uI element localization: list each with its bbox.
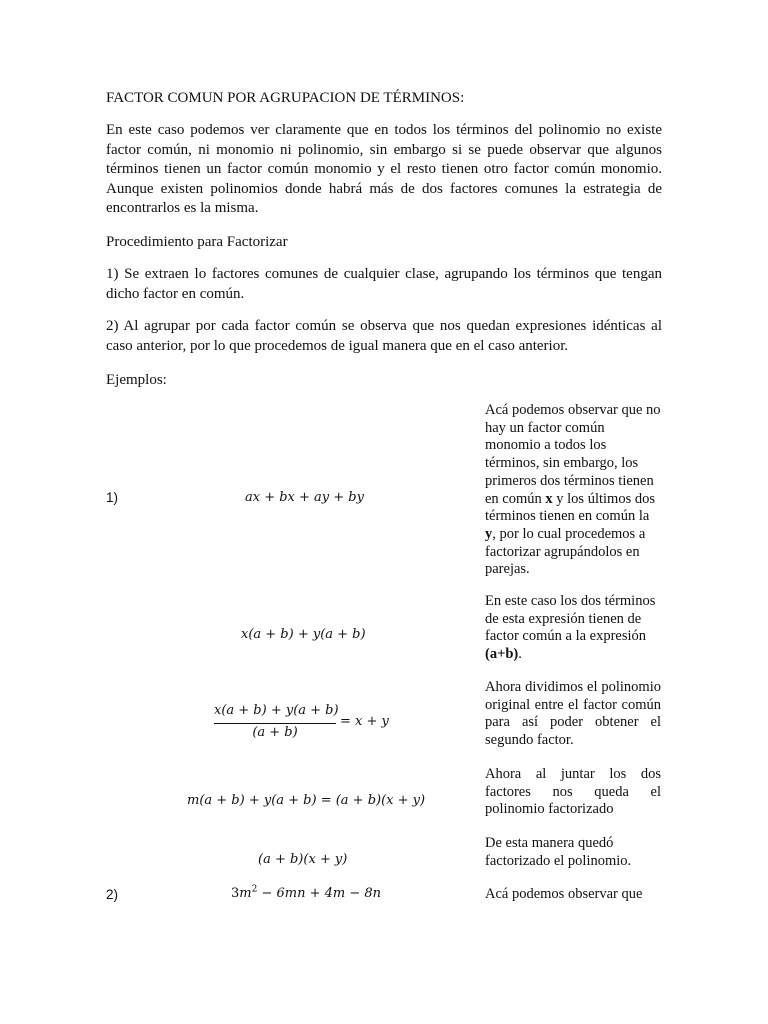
procedure-step-1: 1) Se extraen lo factores comunes de cualquier clase, agrupando los términos que tengan dicho factor en común. xyxy=(106,266,662,302)
joined-factors-expression: m(a + b) + y(a + b) = (a + b)(x + y) xyxy=(187,793,426,808)
factored-result: (a + b)(x + y) xyxy=(258,852,348,867)
examples-label: Ejemplos: xyxy=(106,372,167,388)
example-1-note-1: Acá podemos observar que no hay un factor común monomio a todos los términos, sin embargo, los primeros dos términos tienen en común x y los últimos dos términos tienen en común la y, por lo cual procedemos a factorizar agrupándolos en parejas. xyxy=(485,402,661,578)
procedure-step-2: 2) Al agrupar por cada factor común se observa que nos quedan expresiones idénticas al caso anterior, por lo que procedemos de igual manera que en el caso anterior. xyxy=(106,318,662,354)
example-1-note-3: Ahora dividimos el polinomio original entre el factor común para así poder obtener el segundo factor. xyxy=(485,679,661,749)
example-1-note-2: En este caso los dos términos de esta expresión tienen de factor común a la expresión (a+b). xyxy=(485,593,656,663)
example-2-number: 2) xyxy=(106,887,119,902)
fraction-denominator: (a + b) xyxy=(252,725,298,740)
fraction-result: = x + y xyxy=(340,714,389,729)
document-title: FACTOR COMUN POR AGRUPACION DE TÉRMINOS: xyxy=(106,90,465,106)
fraction-bar xyxy=(214,723,336,724)
example-2-expression: $3m^2 - 6mn + 4m - 8n$ xyxy=(231,884,382,901)
procedure-heading: Procedimiento para Factorizar xyxy=(106,234,288,250)
fraction-numerator: x(a + b) + y(a + b) xyxy=(214,703,339,718)
example-1-expression: ax + bx + ay + by xyxy=(245,490,364,505)
intro-paragraph: En este caso podemos ver claramente que en todos los términos del polinomio no existe factor común, ni monomio ni polinomio, sin embargo si se puede observar que algunos términos tienen un factor común monomio y el resto tienen otro factor común monomio. Aunque existen polinomios donde habrá más de dos factores comunes la estrategia de encontrarlos es la misma. xyxy=(106,122,662,216)
grouped-expression: x(a + b) + y(a + b) xyxy=(241,627,366,642)
example-1-note-5: De esta manera quedó factorizado el polinomio. xyxy=(485,835,632,869)
example-2-note: Acá podemos observar que xyxy=(485,886,643,902)
example-1-note-4: Ahora al juntar los dos factores nos queda el polinomio factorizado xyxy=(485,766,661,818)
example-1-number: 1) xyxy=(106,490,119,505)
